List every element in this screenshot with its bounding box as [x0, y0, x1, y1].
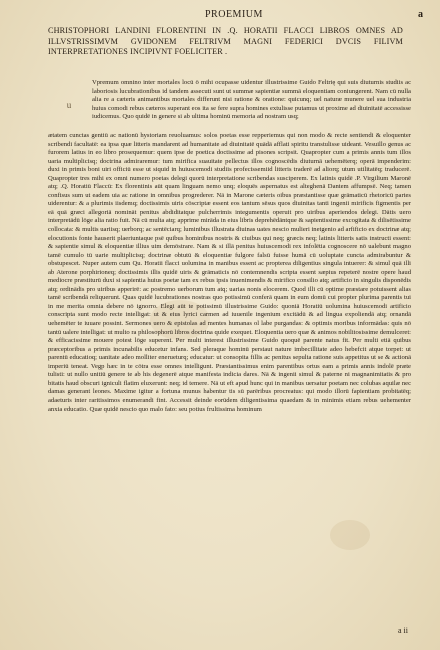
running-head — [0, 9, 440, 23]
chapter-heading: CHRISTOPHORI LANDINI FLORENTINI IN .Q. HORATII FLACCI LIBROS OMNES AD ILLVSTRISSIMVM GVIDONEM FELTRIVM MAGNI FEDERICI DVCIS FILIVM INTERPRETATIONES INCIPIVNT FOELICITER . — [48, 26, 403, 56]
initial-guide-letter: u — [66, 100, 72, 110]
running-head-title: PROEMIUM — [205, 9, 263, 20]
opening-paragraph: Vpremum omnino inter mortales locū ō mihi ocupasse uidentur illustrissime Guido Feltrię qui suis diuturnis studiis ac laboriosis lucubrationibus id tandem assecuti sunt ut summæ sapientiæ summā eloquentiam coniungerent. Nam cū nulla alia re a cæteris animantibus mortales differunt nisi ratione & oratione: quicunq; uel naturæ munere uel sua industria huius comodi rebus cæteros superant eos ita se fere supra homines extulisse putamus ut proxime ad diuinitatē accessisse iudicemus. Quo quidē in genere si ab ultima hominū memoria ad nostram usq; — [92, 79, 411, 121]
body-text: ætatem cunctas gentiū ac nationū hystoriam reuoluamus: solos poetas esse repperiemus qui non modo & recte sentiendi & eloquenter scribendi facultatē: ea ipsa quæ litteris mandarent ad humanitate ad diuinitatē quādā afflati spiritu transtulisse uideant. Vesuillo genus ac furorem latius in eo libro prosequemur: quem ipse de poetica doctissime ad pisones scripsit. Quapropter cum a primis annis tum illos uaria multiplicisq; doctrina admiraremur: tum mirifica suauitate pellectus illos cognoscēdis diuturnā uehemēterq; operā impenderim: duxi in primis boni uiri officiū esse ut siquid in huiuscemodi studiis profecissemiid litteris traderē ad aliorq; utum utilitatēq; traducerē. Quapropter tres mihi ex omni numero poetas delegi quorū interpretatione scribendas susciperem. Ex latinis quidē .P. Virgilium Maronē atq; .Q. Horatiū Flaccū: Ex florentinis aūt quam linguam nemo unq; eloquēs aspernatus est alteghenā Dantem affumpsē. Neq; tamen confisus sum ut eadem uia ac ratione in omnibus progrederer. Nā in Marone cæteris oibus præstantisse quæ grāmaticū rhetoricū partes uiderentur: & a plurimis iisdemq; doctissimis uiris cōscriptæ essent eos tantum sēsus quos diuinitas tanti ingenii mirificis figmentis per eā quā græci allegoriā nomināt penitus abdiditatque pulcherrimis integumentis operuit pro uiribus aperiendos delegi. Dātis uero interpretādū lōge alia ratio fuit. Nā cū multa atq; apprime mirāda in eius libris deprehēdāntque & sapientissime excogitata & dilisētissime collocata: & multis uariisq; uerborq; ac sentēciarq; luminibus illustrata diuinas uates nescio mulieri inetgenio ad arfificio ex doctrinæ atq; elocutionis fonte hauserit plaeriuntaque psē quibus hominibus nostris & ciuibus qui neq; græcis neq; latinis litteris satis instructi essent: & sapientie simul & eloquentiæ illius uim demōstrare. Nam & si illā penitus huiuscemodi rex infolētia cognoscere nō ualebunt magno tamē cumulo tū uarie multiplicisq; doctrinæ obtutū & eloquentiæ fulgore falsū fuisse humā cū uoluptate cuncta admirabuntur & obstupescet. Nuper autem cum Qu. Horatii flacci uolumina in manibus essent ac propterea diligentius singula intuerer: & simul quā illi ab Aterone porphirioneq; doctissimis illis quidē uiris & grāmaticis nō contemnendis scripta essent sæpius repeterē nostre opere haud mediocre præstiturū duxi si sapientia huius poetæ tam ex rebus ipsis inuenimendis & mirifico consilio atq; artificio in singulis disponēdis atq; ordinādis pro uiribus apperirē: ac postremo uerborum tum atq; uarias nonis elocerem. Quod illi cū optime præstare potuissent alias tamē scribendā reliquerunt. Quas quidē lucubrationes nostras quo potissimū conferā quam in eum domū cui propter plurima parentis tui in me merita omnia debere nō ignorro. Elegi aūt te potissimū illustrissime Guido: quoniā Horatiū uolumina huiuscemodi artificio conscripta sunt modo recte intelligat: ut & eius lyrici carmen ad iuuenile ingenium excitādū & ad lingua expoliendā atq; ornandā uehemēter te iuuare possint. Sermones uero & epistolas ad mentes humanas ol labe purgandas: & optimis moribus informādas: quis nō tantū ualere intelligat: ut multo ra philosophorū libros doctrina quide exequet. Eloquentia uero quæ & animos nobilitosissime demulceret: & efficacissime mouere potest lōge superent. Per multi interest illustrissime Guido quoquē parente natus fit. Per multi etiā quibus præceptoribus a primis incunabilis educetur infans. Sed pleraque hominū perstaut nature imbecillitate adeo hebefcit atque torpet: ut parentū educatioq; uanitate adeo molliter enerueturq; educatur: ut consopita fillis ac penitus sepulta ratione suis appetitus ut se & actionā imperiū teneat. Vegp hæc in te cōtra esse omnes intelligunt. Præstantissimus enim parentibus ortus eam a primis annis indolē præte tulisti: ut nullo unitiū genere te ab his degenerē atque manifesta indicia dares. Nā & ingenii simul & paterne ni magnanimitatis & pro bitatis haud obscuri igniculi flatim eluxerunt: neq; id temere. Nā ut eft apud hunc qui in manibus uersatur poetam nec colubas aquilæ nec damas generant leones. Maxime igitur a fortuna munus habentur tis sū parēribus procreatus: qui modo illorū fapientiam probitatēq; adaeturis inter raritissimos enumerandi fint. Accessit deinde eorūdem diligentissima quaedam & in minimis etiam rebus uehementer anxia educatio. Quæ quidē nescio quo malo fato: seu potius frultissima hominum — [48, 132, 411, 413]
page-stain — [330, 520, 370, 550]
signature-mark: a ii — [398, 626, 408, 635]
initial-capital-space — [50, 80, 88, 130]
folio-mark: a — [418, 9, 423, 20]
